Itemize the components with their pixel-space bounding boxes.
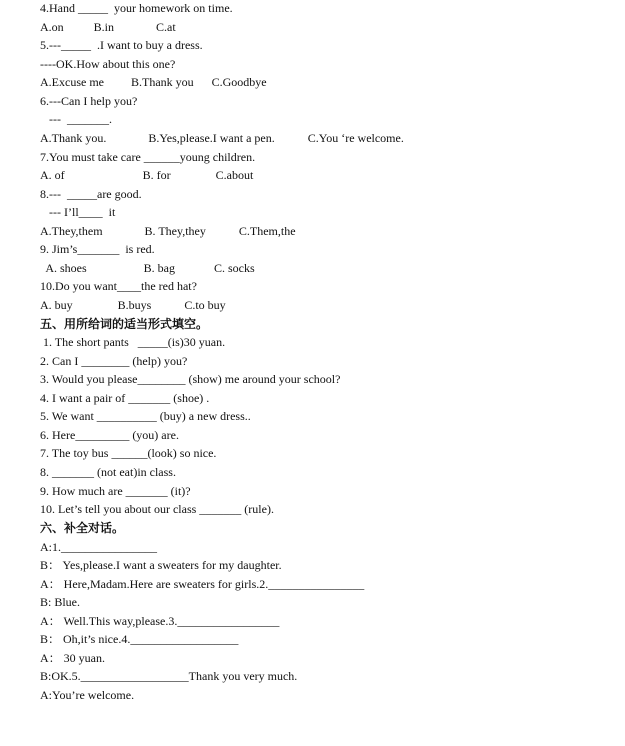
question-6-line-2: --- _______. — [40, 112, 112, 126]
question-8-line-2: --- I’ll____ it — [40, 205, 116, 219]
dialogue-line-8: B:OK.5.__________________Thank you very much. — [40, 669, 298, 683]
fill-item-3: 3. Would you please________ (show) me around your school? — [40, 372, 341, 386]
fill-item-8: 8. _______ (not eat)in class. — [40, 465, 176, 479]
question-7-options: A. of B. for C.about — [40, 168, 254, 182]
dialogue-line-3: A： Here,Madam.Here are sweaters for girls.2.________________ — [40, 577, 365, 591]
question-10-options: A. buy B.buys C.to buy — [40, 298, 226, 312]
dialogue-line-4: B: Blue. — [40, 595, 81, 609]
question-4: 4.Hand _____ your homework on time. — [40, 1, 233, 15]
dialogue-line-7: A： 30 yuan. — [40, 651, 105, 665]
dialogue-line-1: A:1.________________ — [40, 540, 157, 554]
fill-item-6: 6. Here_________ (you) are. — [40, 428, 179, 442]
fill-item-10: 10. Let’s tell you about our class _______ (rule). — [40, 502, 274, 516]
question-7: 7.You must take care ______young children. — [40, 150, 256, 164]
section-six-heading: 六、补全对话。 — [40, 521, 125, 535]
question-8: 8.--- _____are good. — [40, 187, 142, 201]
question-5-options: A.Excuse me B.Thank you C.Goodbye — [40, 75, 267, 89]
question-9-options: A. shoes B. bag C. socks — [40, 261, 255, 275]
fill-item-9: 9. How much are _______ (it)? — [40, 484, 191, 498]
fill-item-2: 2. Can I ________ (help) you? — [40, 354, 188, 368]
question-5: 5.---_____ .I want to buy a dress. — [40, 38, 203, 52]
dialogue-line-6: B： Oh,it’s nice.4.__________________ — [40, 632, 239, 646]
question-9: 9. Jim’s_______ is red. — [40, 242, 155, 256]
dialogue-line-2: B： Yes,please.I want a sweaters for my daughter. — [40, 558, 282, 572]
fill-item-4: 4. I want a pair of _______ (shoe) . — [40, 391, 210, 405]
question-4-options: A.on B.in C.at — [40, 20, 176, 34]
fill-item-7: 7. The toy bus ______(look) so nice. — [40, 446, 217, 460]
question-5-line-2: ----OK.How about this one? — [40, 57, 176, 71]
dialogue-line-5: A： Well.This way,please.3._________________ — [40, 614, 280, 628]
fill-item-5: 5. We want __________ (buy) a new dress.. — [40, 409, 251, 423]
question-8-options: A.They,them B. They,they C.Them,the — [40, 224, 296, 238]
question-6-options: A.Thank you. B.Yes,please.I want a pen. C.You ‘re welcome. — [40, 131, 404, 145]
question-10: 10.Do you want____the red hat? — [40, 279, 197, 293]
dialogue-line-9: A:You’re welcome. — [40, 688, 135, 702]
fill-item-1: 1. The short pants _____(is)30 yuan. — [40, 335, 226, 349]
question-6: 6.---Can I help you? — [40, 94, 138, 108]
section-five-heading: 五、用所给词的适当形式填空。 — [40, 317, 209, 331]
